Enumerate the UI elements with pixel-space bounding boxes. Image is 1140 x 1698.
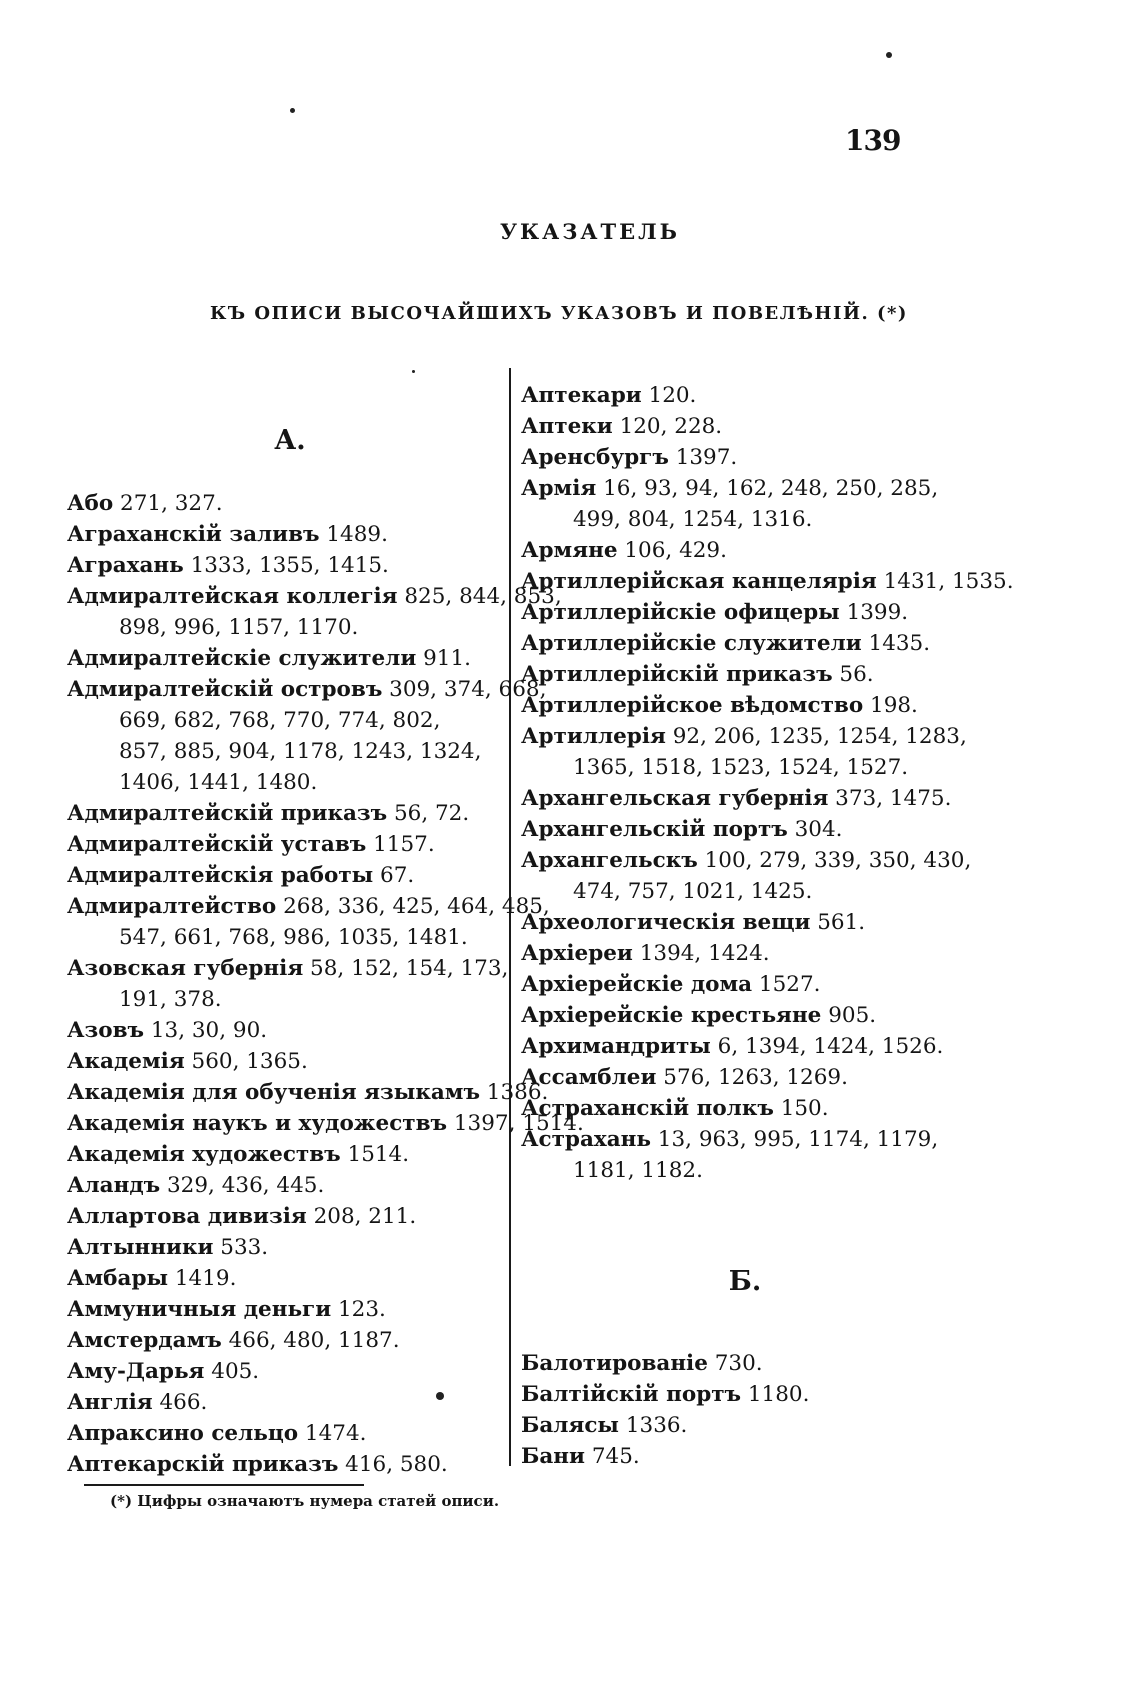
index-entry xyxy=(521,535,971,566)
entry-heading: Архангельскій портъ xyxy=(521,817,788,842)
index-entry xyxy=(521,1124,971,1155)
index-entry xyxy=(521,411,971,442)
entry-heading: Азовская губернія xyxy=(67,956,304,981)
index-entry xyxy=(67,1170,507,1201)
index-entry xyxy=(521,1000,971,1031)
index-entry xyxy=(521,659,971,690)
entry-numbers: 1180. xyxy=(741,1382,810,1407)
entry-numbers: 13, 963, 995, 1174, 1179, xyxy=(650,1127,939,1152)
entry-heading: Артиллерійскіе офицеры xyxy=(521,600,840,625)
entry-numbers: 198. xyxy=(863,693,918,718)
entry-numbers: 1333, 1355, 1415. xyxy=(183,553,389,578)
entry-numbers: 100, 279, 339, 350, 430, xyxy=(697,848,972,873)
index-entry xyxy=(521,1093,971,1124)
page-title: УКАЗАТЕЛЬ xyxy=(499,219,681,244)
index-entry xyxy=(521,566,1014,597)
index-entry xyxy=(521,721,971,752)
index-entry xyxy=(521,814,971,845)
entry-heading: Аландъ xyxy=(67,1173,161,1198)
entry-continuation: 1406, 1441, 1480. xyxy=(119,770,318,795)
entry-numbers: 123. xyxy=(331,1297,386,1322)
entry-numbers: 416, 580. xyxy=(338,1452,448,1477)
entry-numbers: 120, 228. xyxy=(612,414,723,439)
index-entry xyxy=(521,597,971,628)
index-entry xyxy=(67,488,507,519)
index-entry xyxy=(67,1325,507,1356)
footnote-rule xyxy=(84,1484,364,1486)
entry-numbers: 329, 436, 445. xyxy=(160,1173,325,1198)
index-entry xyxy=(67,519,507,550)
entry-numbers: 56, 72. xyxy=(387,801,470,826)
entry-heading: Архангельскъ xyxy=(521,848,698,873)
entry-numbers: 1431, 1535. xyxy=(876,569,1014,594)
entry-heading: Астрахань xyxy=(521,1127,651,1152)
index-entry xyxy=(67,1449,507,1480)
entry-numbers: 1435. xyxy=(861,631,931,656)
entry-numbers: 1397, 1514. xyxy=(447,1111,584,1136)
index-entry xyxy=(67,674,547,705)
entry-heading: Або xyxy=(67,491,114,516)
entry-heading: Балясы xyxy=(521,1413,619,1438)
entry-heading: Архіерейскіе дома xyxy=(521,972,753,997)
entry-heading: Адмиралтейскій уставъ xyxy=(67,832,367,857)
entry-heading: Аму-Дарья xyxy=(67,1359,205,1384)
entry-numbers: 13, 30, 90. xyxy=(144,1018,268,1043)
index-entry xyxy=(67,829,507,860)
entry-heading: Артиллерійская канцелярія xyxy=(521,569,877,594)
index-entry xyxy=(67,581,562,612)
index-entry xyxy=(67,1263,507,1294)
index-entry xyxy=(67,891,550,922)
entry-numbers: 1527. xyxy=(752,972,821,997)
entry-continuation: 857, 885, 904, 1178, 1243, 1324, xyxy=(119,739,482,764)
index-entry xyxy=(67,860,507,891)
entry-heading: Аграханскій заливъ xyxy=(67,522,320,547)
entry-numbers: 1514. xyxy=(340,1142,410,1167)
entry-continuation: 898, 996, 1157, 1170. xyxy=(119,615,359,640)
entry-continuation: 191, 378. xyxy=(119,987,222,1012)
entry-numbers: 533. xyxy=(213,1235,269,1260)
index-entry xyxy=(67,1201,507,1232)
entry-numbers: 1397. xyxy=(668,445,738,470)
entry-heading: Архіерейскіе крестьяне xyxy=(521,1003,822,1028)
page-subtitle: КЪ ОПИСИ ВЫСОЧАЙШИХЪ УКАЗОВЪ И ПОВЕЛѢНІЙ. (*) xyxy=(210,303,908,324)
section-heading-b: Б. xyxy=(728,1266,762,1297)
entry-continuation: 1181, 1182. xyxy=(573,1158,703,1183)
entry-numbers: 309, 374, 668, xyxy=(382,677,547,702)
print-speck xyxy=(290,108,295,113)
print-speck xyxy=(412,370,415,373)
index-entry xyxy=(521,1062,971,1093)
index-entry xyxy=(521,380,971,411)
entry-numbers: 6, 1394, 1424, 1526. xyxy=(710,1034,944,1059)
entry-numbers: 561. xyxy=(810,910,866,935)
entry-heading: Архимандриты xyxy=(521,1034,711,1059)
index-entry xyxy=(67,1356,507,1387)
entry-heading: Артиллерія xyxy=(521,724,666,749)
entry-heading: Аренсбургъ xyxy=(521,445,669,470)
entry-heading: Адмиралтейскій приказъ xyxy=(67,801,388,826)
index-entry xyxy=(521,969,971,1000)
entry-numbers: 560, 1365. xyxy=(184,1049,308,1074)
entry-heading: Аптекари xyxy=(521,383,642,408)
entry-heading: Балтійскій портъ xyxy=(521,1382,742,1407)
entry-heading: Астраханскій полкъ xyxy=(521,1096,774,1121)
entry-heading: Амбары xyxy=(67,1266,169,1291)
entry-heading: Архангельская губернія xyxy=(521,786,829,811)
index-entry xyxy=(67,1139,507,1170)
entry-continuation: 499, 804, 1254, 1316. xyxy=(573,507,813,532)
index-entry xyxy=(521,1410,971,1441)
entry-numbers: 1474. xyxy=(298,1421,367,1446)
entry-numbers: 92, 206, 1235, 1254, 1283, xyxy=(665,724,967,749)
entry-heading: Архіереи xyxy=(521,941,633,966)
entry-numbers: 1394, 1424. xyxy=(632,941,770,966)
entry-numbers: 208, 211. xyxy=(306,1204,417,1229)
index-entry xyxy=(67,953,507,984)
entry-heading: Адмиралтейство xyxy=(67,894,277,919)
entry-numbers: 304. xyxy=(787,817,843,842)
entry-heading: Археологическія вещи xyxy=(521,910,811,935)
entry-numbers: 1157. xyxy=(366,832,435,857)
entry-heading: Артиллерійское вѣдомство xyxy=(521,693,864,718)
index-entry xyxy=(67,1294,507,1325)
index-entry xyxy=(67,798,507,829)
index-entry xyxy=(521,628,971,659)
entry-heading: Армія xyxy=(521,476,597,501)
entry-numbers: 58, 152, 154, 173, xyxy=(303,956,509,981)
entry-numbers: 576, 1263, 1269. xyxy=(656,1065,848,1090)
entry-heading: Аграхань xyxy=(67,553,184,578)
entry-heading: Артиллерійскій приказъ xyxy=(521,662,833,687)
entry-heading: Адмиралтейскіе служители xyxy=(67,646,417,671)
entry-continuation: 1365, 1518, 1523, 1524, 1527. xyxy=(573,755,909,780)
entry-numbers: 1336. xyxy=(619,1413,688,1438)
right-column-section-b xyxy=(521,1348,971,1472)
entry-numbers: 1419. xyxy=(168,1266,237,1291)
index-entry xyxy=(67,1418,507,1449)
index-entry xyxy=(521,1441,971,1472)
entry-continuation: 547, 661, 768, 986, 1035, 1481. xyxy=(119,925,468,950)
index-entry xyxy=(521,938,971,969)
index-entry xyxy=(521,1348,971,1379)
footnote: (*) Цифры означаютъ нумера статей описи. xyxy=(110,1492,500,1510)
entry-numbers: 1399. xyxy=(839,600,909,625)
entry-heading: Аптеки xyxy=(521,414,613,439)
entry-heading: Ассамблеи xyxy=(521,1065,657,1090)
entry-continuation: 474, 757, 1021, 1425. xyxy=(573,879,813,904)
entry-heading: Адмиралтейская коллегія xyxy=(67,584,398,609)
entry-numbers: 905. xyxy=(821,1003,877,1028)
entry-numbers: 271, 327. xyxy=(113,491,223,516)
entry-heading: Аптекарскій приказъ xyxy=(67,1452,339,1477)
index-entry xyxy=(521,907,971,938)
entry-numbers: 150. xyxy=(773,1096,829,1121)
entry-numbers: 56. xyxy=(832,662,874,687)
entry-numbers: 1386. xyxy=(479,1080,549,1105)
entry-heading: Амстердамъ xyxy=(67,1328,222,1353)
index-entry xyxy=(67,1046,507,1077)
index-entry xyxy=(67,1077,549,1108)
entry-heading: Армяне xyxy=(521,538,618,563)
entry-heading: Аммуничныя деньги xyxy=(67,1297,332,1322)
entry-numbers: 466, 480, 1187. xyxy=(221,1328,400,1353)
entry-heading: Адмиралтейскія работы xyxy=(67,863,374,888)
entry-numbers: 745. xyxy=(585,1444,640,1469)
entry-numbers: 268, 336, 425, 464, 485, xyxy=(276,894,550,919)
entry-heading: Артиллерійскіе служители xyxy=(521,631,862,656)
entry-numbers: 16, 93, 94, 162, 248, 250, 285, xyxy=(596,476,939,501)
entry-heading: Адмиралтейскій островъ xyxy=(67,677,383,702)
entry-numbers: 373, 1475. xyxy=(828,786,952,811)
entry-heading: Академія для обученія языкамъ xyxy=(67,1080,480,1105)
entry-numbers: 730. xyxy=(707,1351,763,1376)
index-entry xyxy=(521,690,971,721)
index-entry xyxy=(521,783,971,814)
print-speck xyxy=(886,52,892,58)
entry-heading: Азовъ xyxy=(67,1018,145,1043)
section-heading-a: А. xyxy=(274,425,306,456)
entry-heading: Бани xyxy=(521,1444,585,1469)
index-entry xyxy=(67,1232,507,1263)
entry-heading: Академія xyxy=(67,1049,185,1074)
entry-heading: Англія xyxy=(67,1390,153,1415)
entry-numbers: 466. xyxy=(152,1390,208,1415)
entry-numbers: 1489. xyxy=(319,522,388,547)
entry-numbers: 106, 429. xyxy=(617,538,727,563)
entry-heading: Апраксино сельцо xyxy=(67,1421,299,1446)
index-entry xyxy=(67,550,507,581)
index-entry xyxy=(67,1108,584,1139)
print-speck xyxy=(436,1392,444,1400)
entry-numbers: 911. xyxy=(416,646,471,671)
entry-numbers: 405. xyxy=(204,1359,260,1384)
index-entry xyxy=(521,473,971,504)
entry-heading: Аллартова дивизія xyxy=(67,1204,307,1229)
entry-numbers: 120. xyxy=(641,383,697,408)
entry-continuation: 669, 682, 768, 770, 774, 802, xyxy=(119,708,441,733)
entry-numbers: 825, 844, 853, xyxy=(397,584,562,609)
entry-numbers: 67. xyxy=(373,863,415,888)
right-column xyxy=(521,380,1014,1186)
index-entry xyxy=(67,1015,507,1046)
entry-heading: Академія наукъ и художествъ xyxy=(67,1111,448,1136)
entry-heading: Академія художествъ xyxy=(67,1142,341,1167)
index-entry xyxy=(521,1031,971,1062)
entry-heading: Алтынники xyxy=(67,1235,214,1260)
entry-heading: Балотированіе xyxy=(521,1351,708,1376)
index-entry xyxy=(521,1379,971,1410)
page-number: 139 xyxy=(845,124,901,157)
index-entry xyxy=(521,845,971,876)
index-entry xyxy=(67,643,507,674)
index-entry xyxy=(521,442,971,473)
